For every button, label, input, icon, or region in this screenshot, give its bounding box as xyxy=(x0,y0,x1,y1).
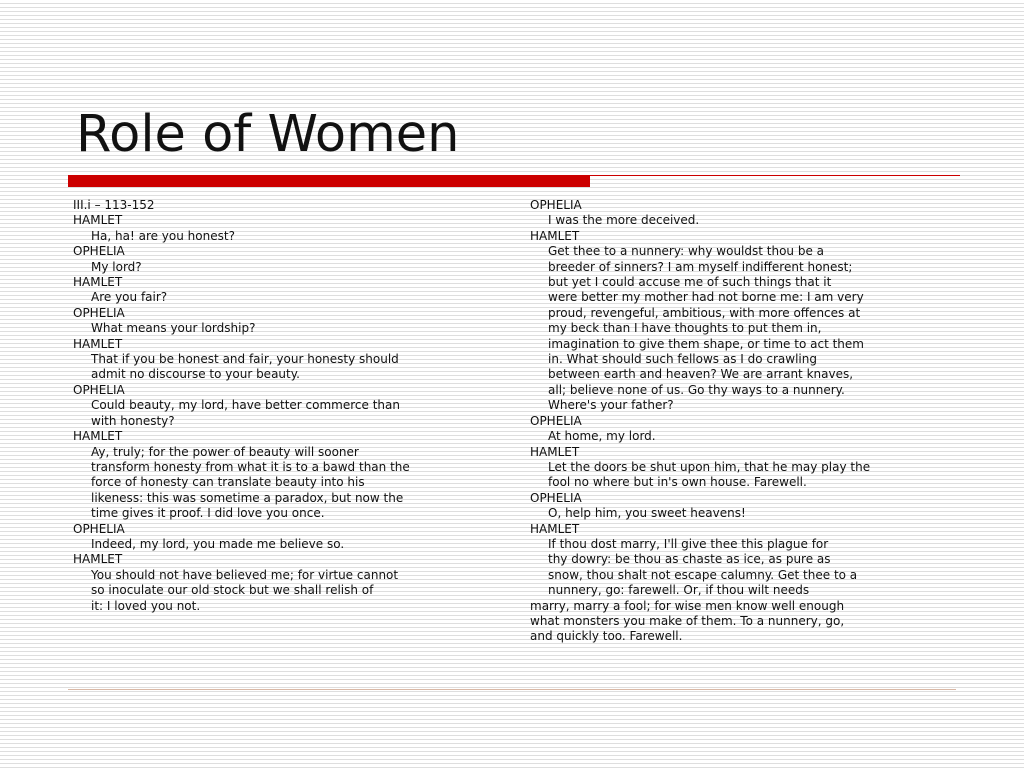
speaker-line: HAMLET xyxy=(73,336,123,351)
script-line: with honesty? xyxy=(91,413,175,428)
speaker-line: HAMLET xyxy=(73,213,123,228)
script-line: so inoculate our old stock but we shall relish of xyxy=(91,583,374,598)
script-line: Let the doors be shut upon him, that he may play the xyxy=(548,459,871,474)
script-line: Are you fair? xyxy=(91,290,168,305)
script-line: imagination to give them shape, or time to act them xyxy=(548,336,864,351)
script-line: You should not have believed me; for virtue cannot xyxy=(91,567,399,582)
slide-title: Role of Women xyxy=(76,105,460,164)
script-line: O, help him, you sweet heavens! xyxy=(548,506,746,521)
script-line: proud, revengeful, ambitious, with more offences at xyxy=(548,305,861,320)
footer-divider xyxy=(68,689,956,690)
script-line: my beck than I have thoughts to put them in, xyxy=(548,321,822,336)
speaker-line: HAMLET xyxy=(73,552,123,567)
script-line: it: I loved you not. xyxy=(91,598,201,613)
script-line: thy dowry: be thou as chaste as ice, as pure as xyxy=(548,552,831,567)
script-line: Ha, ha! are you honest? xyxy=(91,228,235,243)
script-line: were better my mother had not borne me: I am very xyxy=(548,290,864,305)
speaker-line: III.i – 113-152 xyxy=(73,198,155,212)
script-line: but yet I could accuse me of such things that it xyxy=(548,275,832,290)
right-text-column xyxy=(530,198,960,645)
script-line: Could beauty, my lord, have better commerce than xyxy=(91,398,400,413)
script-line: Get thee to a nunnery: why wouldst thou be a xyxy=(548,244,825,259)
speaker-line: HAMLET xyxy=(530,228,580,243)
speaker-line: and quickly too. Farewell. xyxy=(530,629,683,644)
speaker-line: HAMLET xyxy=(73,275,123,290)
title-underline-bar xyxy=(68,175,590,187)
speaker-line: OPHELIA xyxy=(530,490,582,505)
script-line: transform honesty from what it is to a bawd than the xyxy=(91,459,410,474)
speaker-line: OPHELIA xyxy=(73,244,125,259)
script-line: fool no where but in's own house. Farewell. xyxy=(548,475,807,490)
script-line: force of honesty can translate beauty into his xyxy=(91,475,365,490)
title-underline-thin-rule xyxy=(590,175,960,176)
script-line: all; believe none of us. Go thy ways to a nunnery. xyxy=(548,382,845,397)
speaker-line: HAMLET xyxy=(530,444,580,459)
script-line: I was the more deceived. xyxy=(548,213,700,228)
script-line: admit no discourse to your beauty. xyxy=(91,367,300,382)
script-line: snow, thou shalt not escape calumny. Get thee to a xyxy=(548,567,858,582)
script-line: Indeed, my lord, you made me believe so. xyxy=(91,536,345,551)
script-line: Ay, truly; for the power of beauty will sooner xyxy=(91,444,359,459)
speaker-line: HAMLET xyxy=(73,429,123,444)
speaker-line: OPHELIA xyxy=(530,413,582,428)
script-line: If thou dost marry, I'll give thee this plague for xyxy=(548,536,829,551)
script-line: likeness: this was sometime a paradox, but now the xyxy=(91,490,404,505)
left-text-column xyxy=(73,198,493,614)
script-line: between earth and heaven? We are arrant knaves, xyxy=(548,367,854,382)
script-line: That if you be honest and fair, your honesty should xyxy=(91,352,399,367)
speaker-line: OPHELIA xyxy=(73,521,125,536)
speaker-line: OPHELIA xyxy=(73,305,125,320)
script-line: At home, my lord. xyxy=(548,429,656,444)
script-line: nunnery, go: farewell. Or, if thou wilt needs xyxy=(548,583,810,598)
script-line: What means your lordship? xyxy=(91,321,256,336)
script-line: time gives it proof. I did love you once. xyxy=(91,506,325,521)
script-line: breeder of sinners? I am myself indifferent honest; xyxy=(548,259,853,274)
script-line: My lord? xyxy=(91,259,142,274)
speaker-line: marry, marry a fool; for wise men know well enough xyxy=(530,598,845,613)
speaker-line: OPHELIA xyxy=(530,198,582,212)
speaker-line: HAMLET xyxy=(530,521,580,536)
speaker-line: what monsters you make of them. To a nunnery, go, xyxy=(530,613,845,628)
script-line: Where's your father? xyxy=(548,398,674,413)
speaker-line: OPHELIA xyxy=(73,382,125,397)
script-line: in. What should such fellows as I do crawling xyxy=(548,352,817,367)
